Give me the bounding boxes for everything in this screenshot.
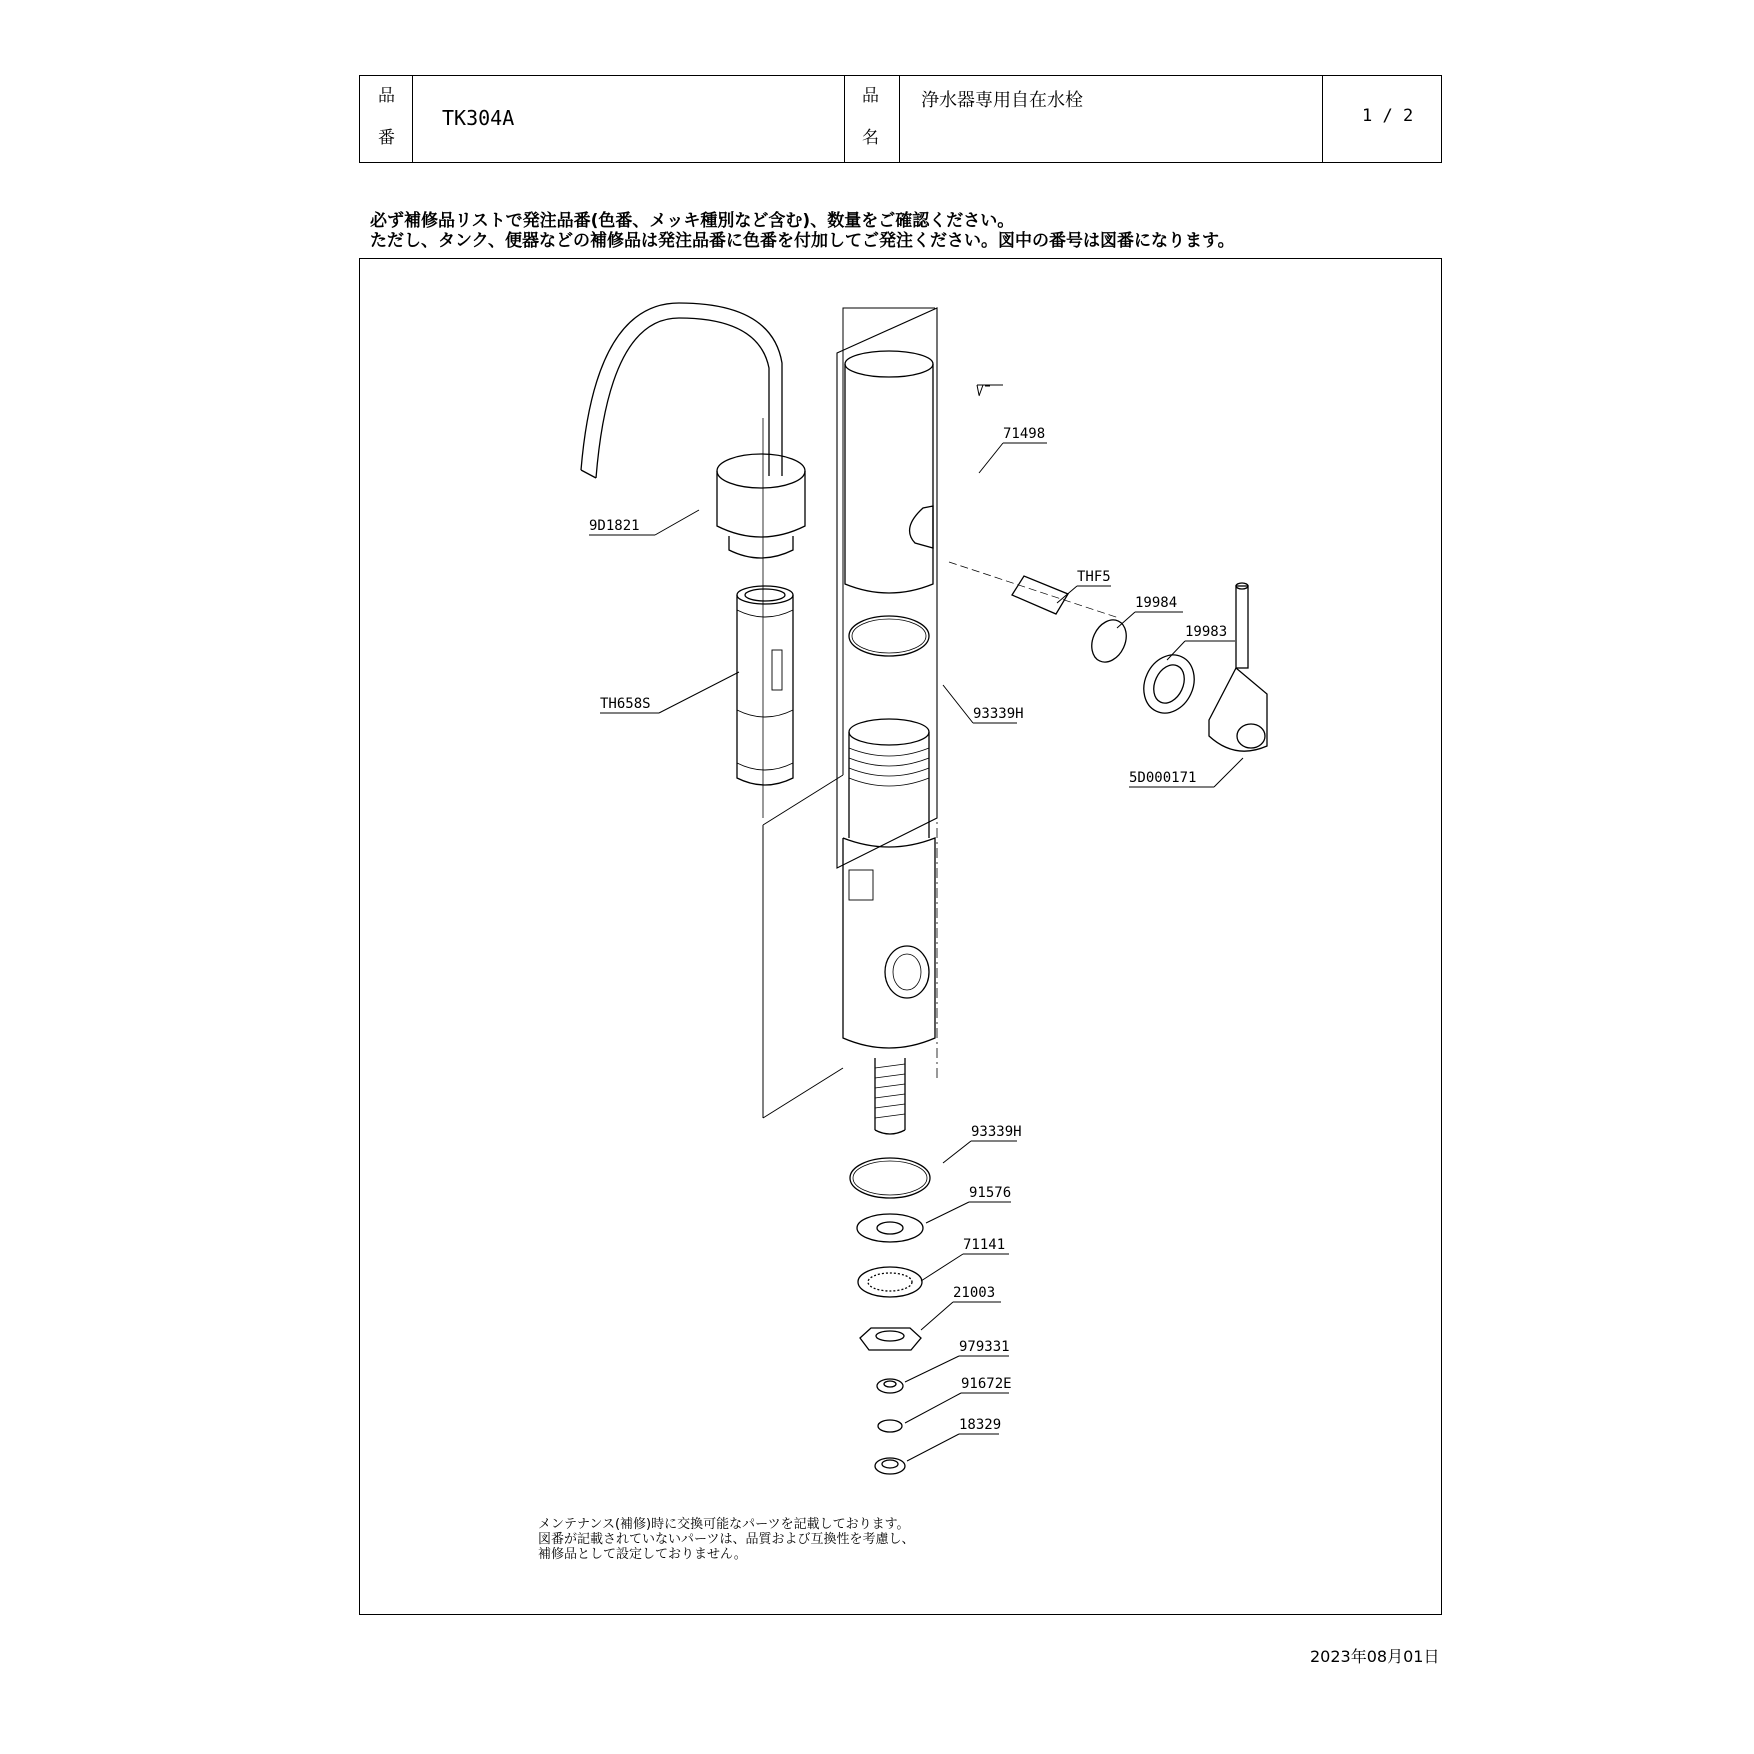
divider [844,76,845,162]
label-71141: 71141 [963,1237,1006,1253]
label-thf5: THF5 [1077,569,1111,585]
note-line-1: メンテナンス(補修)時に交換可能なパーツを記載しております。 [538,1517,910,1532]
leader-19984 [1117,612,1183,628]
label-93339h-lower: 93339H [971,1124,1022,1140]
leader-91576 [926,1202,1011,1223]
cartridge-body [737,595,793,785]
nut-19983-bore [1148,660,1190,708]
handle-cap [1237,724,1265,748]
label-71498: 71498 [1003,426,1046,442]
divider [412,76,413,162]
issue-date: 2023年08月01日 [1310,1647,1440,1666]
label-9d1821: 9D1821 [589,518,640,534]
part-no-label-2: 番 [378,128,395,148]
leader-71141 [921,1254,1009,1281]
body-thread [849,748,929,786]
section-plane-left [763,308,935,1118]
o-ring-lower-inner [853,1161,927,1195]
label-91672e: 91672E [961,1376,1012,1392]
spout-base-lower [729,536,793,558]
leader-71498 [979,443,1047,473]
maintenance-note [538,1517,914,1562]
note-line-2: 図番が記載されていないパーツは、品質および互換性を考慮し、 [538,1532,915,1547]
leader-18329 [907,1434,999,1461]
label-18329: 18329 [959,1417,1002,1433]
note-line-3: 補修品として設定しておりません。 [538,1547,747,1562]
notice-line-1: 必ず補修品リストで発注品番(色番、メッキ種別など含む)、数量をご確認ください。 [370,211,1015,231]
cartridge-window [772,650,782,690]
label-93339h-upper: 93339H [973,706,1024,722]
leader-line [979,385,990,396]
sleeve-hole [910,506,933,548]
notice-line-2: ただし、タンク、便器などの補修品は発注品番に色番を付加してご発注ください。図中の番号は図番になります。 [370,231,1235,251]
handle-hub [1209,668,1267,751]
sleeve-body [845,364,933,593]
leader-21003 [921,1302,1001,1330]
product-name: 浄水器専用自在水栓 [921,90,1083,111]
handle-lever [1236,586,1248,668]
sleeve-top [845,351,933,377]
label-5d000171: 5D000171 [1129,770,1197,786]
label-th658s: TH658S [600,696,651,712]
spout-base-body [717,471,805,537]
spout-tip [581,470,596,478]
title-block [359,75,1442,163]
lock-washer-71141-teeth [868,1273,912,1291]
exploded-diagram [359,258,1442,1615]
cartridge-bore [745,589,785,601]
body-slot [849,870,873,900]
spout-base-top [717,454,805,488]
label-19984: 19984 [1135,595,1178,611]
part-no-label-1: 品 [378,86,395,106]
valve-body [1012,576,1068,614]
ring-19984 [1085,614,1133,667]
body-port-inner [893,954,921,990]
name-label-2: 名 [862,128,879,148]
shank-thread [875,1064,905,1118]
cartridge-rings [737,610,793,770]
part-number: TK304A [442,106,515,130]
divider [1322,76,1323,162]
washer-91576-hole [877,1222,903,1234]
exploded-view-svg [359,258,1442,1615]
washer-91576 [857,1214,923,1242]
leader-93339h-lower [943,1141,1017,1163]
leader-19983 [1167,641,1235,660]
o-ring-upper-inner [852,619,926,653]
spout-outer [596,318,769,478]
o-ring-upper [849,616,929,656]
part-979331-bore [884,1381,896,1387]
body-lower [843,838,935,1048]
part-18329-bore [882,1460,898,1468]
label-19983: 19983 [1185,624,1228,640]
hex-nut-21003-bore [876,1331,904,1341]
o-ring-lower [850,1158,930,1198]
name-label-1: 品 [862,86,879,106]
divider [899,76,900,162]
page-number: 1 / 2 [1362,106,1414,126]
body-top [849,719,929,745]
label-979331: 979331 [959,1339,1010,1355]
ring-91672e [878,1420,902,1432]
order-notice [370,211,1235,251]
body-upper-walls [849,732,929,838]
label-21003: 21003 [953,1285,996,1301]
label-91576: 91576 [969,1185,1012,1201]
